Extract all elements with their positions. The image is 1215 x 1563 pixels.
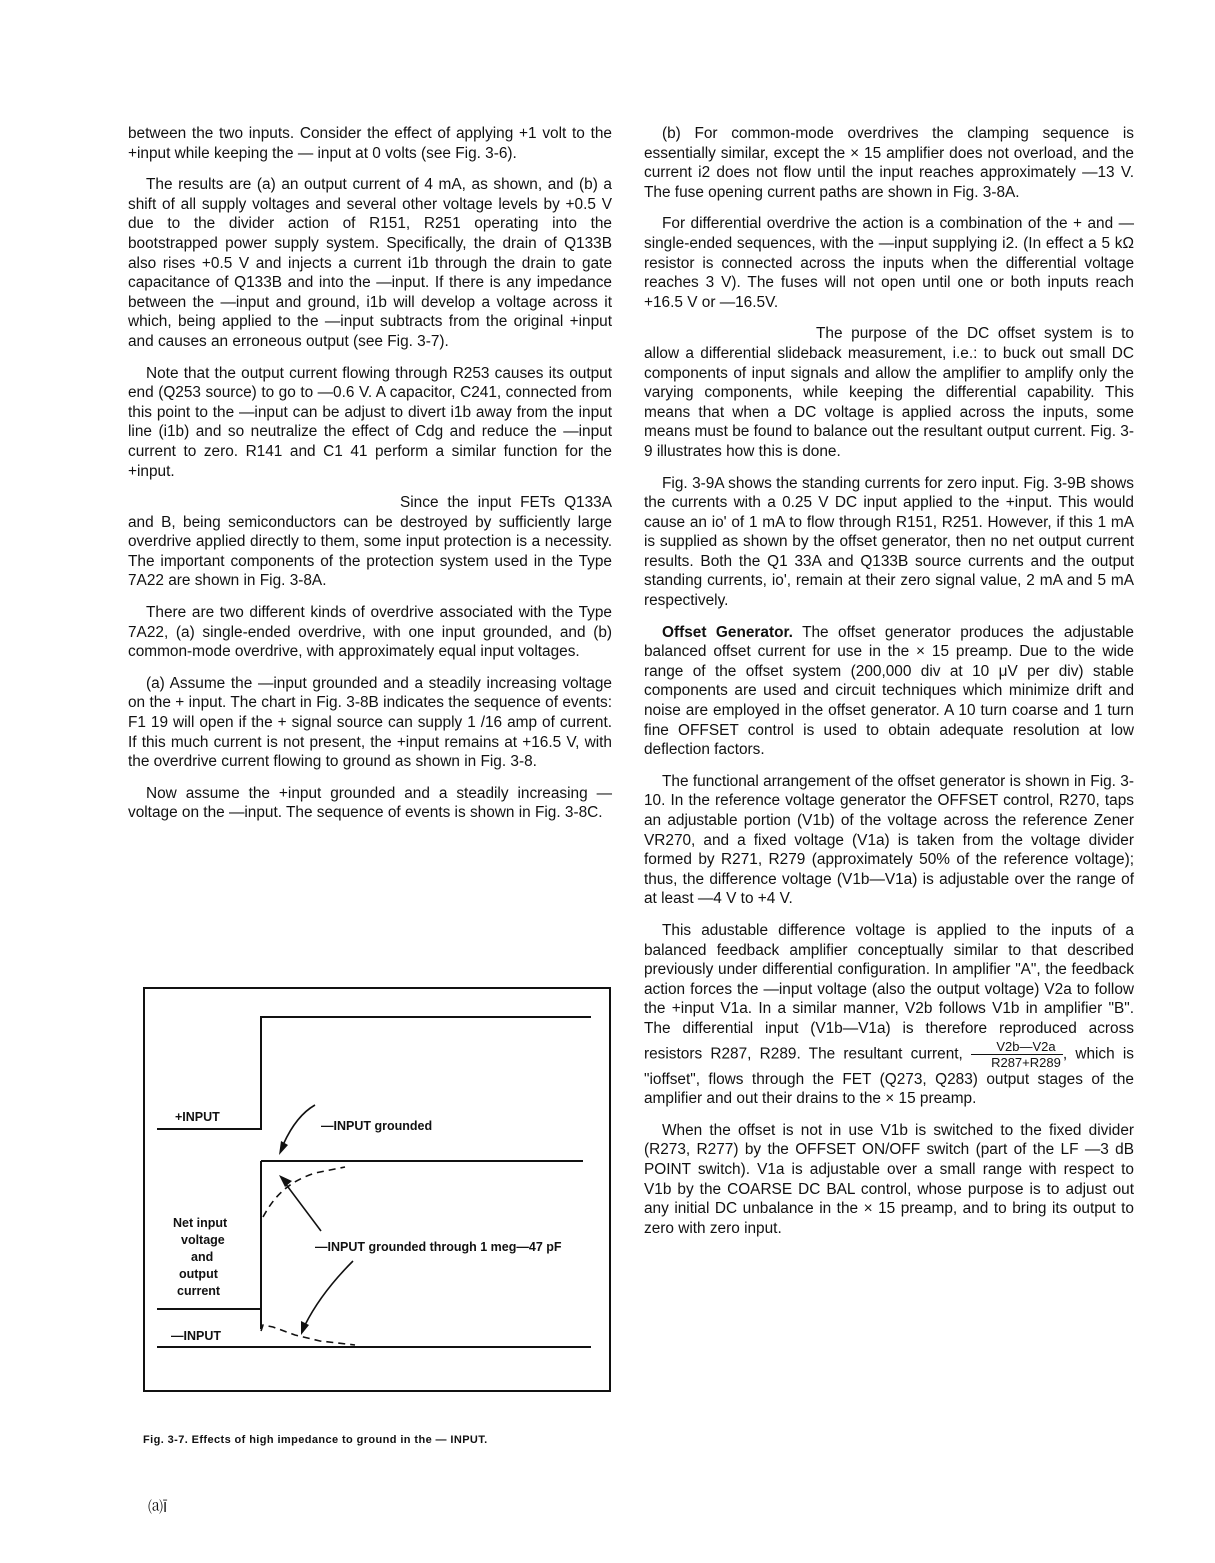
fraction-numerator: V2b—V2a (971, 1039, 1063, 1055)
annotation-input-grounded: —INPUT grounded (321, 1119, 433, 1133)
left-column (128, 124, 612, 835)
paragraph (644, 623, 1134, 760)
publisher-mark: ⒜Ī (148, 1499, 168, 1516)
waveform-diagram (145, 989, 609, 1390)
plus-input-label: +INPUT (175, 1110, 220, 1124)
net-label-line-3: and (191, 1250, 214, 1264)
paragraph: Now assume the +input grounded and a steadily increasing —voltage on the —input. The sequence of events is shown in Fig. 3-8C. (128, 784, 612, 822)
right-column (644, 124, 1134, 1250)
plus-input-trace (157, 1017, 591, 1129)
paragraph: The results are (a) an output current of 4 mA, as shown, and (b) a shift of all supply voltages and several other voltage levels by +0.5 V due to the divider action of R151, R251 operating into the bootstrapped power supply system. Specifically, the drain of Q133B also rises +0.5 V and injects a current i1b through the drain to gate capacitance of Q133B and into the —input. If there is any impedance between the —input and ground, i1b will develop a voltage across it which, being applied to the —input subtracts from the original +input and causes an erroneous output (see Fig. 3-7). (128, 176, 612, 350)
paragraph: For differential overdrive the action is a combination of the + and — single-ended sequences, with the —input supplying i2. (In effect a 5 kΩ resistor is connected across the inputs when the differential voltage reaches 3 V). The fuses will not open until one or both inputs reach +16.5 V or —16.5V. (644, 215, 1134, 311)
paragraph: Note that the output current flowing through R253 causes its output end (Q253 source) to go to —0.6 V. A capacitor, C241, connected from this point to the —input can be adjust to divert i1b away from the input line (i1b) and so neutralize the effect of Cdg and reduce the —input current to zero. R141 and C1 41 perform a similar function for the +input. (128, 364, 612, 480)
paragraph: There are two different kinds of overdrive associated with the Type 7A22, (a) single-ended overdrive, with one input grounded, and (b) common-mode overdrive, with approximately equal input voltages. (128, 604, 612, 661)
paragraph: The functional arrangement of the offset generator is shown in Fig. 3-10. In the reference voltage generator the OFFSET control, R270, taps an adjustable portion (V1b) of the voltage across the reference Zener VR270, and a fixed voltage (V1a) is taken from the voltage divider formed by R271, R279 (approximately 50% of the reference voltage); thus, the difference voltage (V1b—V1a) is adjustable over the range of at least —4 V to +4 V. (644, 772, 1134, 908)
figure-3-7 (143, 987, 611, 1392)
paragraph: (a) Assume the —input grounded and a steadily increasing voltage on the + input. The chart in Fig. 3-8B indicates the sequence of events: F1 19 will open if the + signal source can supply 1 /16 amp of current. If this much current is not present, the +input remains at +16.5 V, with the overdrive current flowing to ground as shown in Fig. 3-8. (128, 674, 612, 771)
paragraph: Fig. 3-9A shows the standing currents for zero input. Fig. 3-9B shows the currents with a 0.25 V DC input applied to the +input. This would cause an io' of 1 mA to flow through R151, R251. However, if this 1 mA is supplied as shown by the offset generator, then no net output current results. Both the Q1 33A and Q133B source currents and the output standing currents, io', remain at their zero signal value, 2 mA and 5 mA respectively. (644, 474, 1134, 610)
paragraph: (b) For common-mode overdrives the clamping sequence is essentially similar, except the × 15 amplifier does not overload, and the current i2 does not flow until the input reaches approximately —13 V. The fuse opening current paths are shown in Fig. 3-8A. (644, 125, 1134, 201)
minus-input-label: —INPUT (171, 1329, 221, 1343)
paragraph: The purpose of the DC offset system is to allow a differential slideback measurement, i.e.: to buck out small DC components of input signals and allow the amplifier to amplify only the varying components, while keeping the differential capability. This means that when a DC voltage is applied across the inputs, some means must be found to balance out the resultant output current. Fig. 3-9 illustrates how this is done. (644, 325, 1134, 460)
figure-caption: Fig. 3-7. Effects of high impedance to ground in the — INPUT. (143, 1434, 488, 1446)
section-heading-offset-generator: Offset Generator. (662, 623, 793, 641)
paragraph: When the offset is not in use V1b is switched to the fixed divider (R273, R277) by the OFFSET ON/OFF switch (part of the LF —3 dB POINT switch). V1a is adjustable over a small range with respect to V1b by the COARSE DC BAL control, whose purpose is to adjust out any initial DC unbalance in the × 15 preamp, and to bring its output to zero with zero input. (644, 1121, 1134, 1237)
annotation-input-grounded-through: —INPUT grounded through 1 meg—47 pF (315, 1240, 562, 1254)
paragraph: Since the input FETs Q133A and B, being semiconductors can be destroyed by sufficiently large overdrive applied directly to them, some input protection is a necessity. The important components of the protection system used in the Type 7A22 are shown in Fig. 3-8A. (128, 494, 612, 590)
net-label-line-5: current (177, 1284, 221, 1298)
paragraph-body: , which is "ioffset", flows through the FET (Q273, Q283) output stages of the amplifier and out their drains to the × 15 preamp. (644, 1045, 1135, 1108)
net-label-line-1: Net input (173, 1216, 228, 1230)
paragraph: between the two inputs. Consider the effect of applying +1 volt to the +input while keeping the — input at 0 volts (see Fig. 3-6). (128, 125, 612, 162)
paragraph-body: The offset generator produces the adjustable balanced offset current for use in the × 15 preamp. Due to the wide range of the offset system (200,000 div at 10 μV per div) stable components are used and circuit techniques which minimize drift and noise are employed in the offset generator. A 10 turn coarse and 1 turn fine OFFSET control is used to obtain adequate resolution at low deflection factors. (644, 623, 1134, 759)
current-fraction (971, 1039, 1063, 1070)
net-label-line-4: output (179, 1267, 218, 1281)
net-label-line-2: voltage (181, 1233, 225, 1247)
fraction-denominator: R287+R289 (991, 1054, 1061, 1070)
paragraph (644, 921, 1134, 1109)
paragraph-body: This adustable difference voltage is applied to the inputs of a balanced feedback amplifier conceptually similar to that described previously under differential configuration. In amplifier "A", the feedback action forces the —input voltage (also the output voltage) V2a to follow the +input V1a. In a similar manner, V2b follows V1b in amplifier "B". The differential input (V1b—V1a) is therefore reproduced across resistors R287, R289. The resultant current, (644, 921, 1134, 1063)
